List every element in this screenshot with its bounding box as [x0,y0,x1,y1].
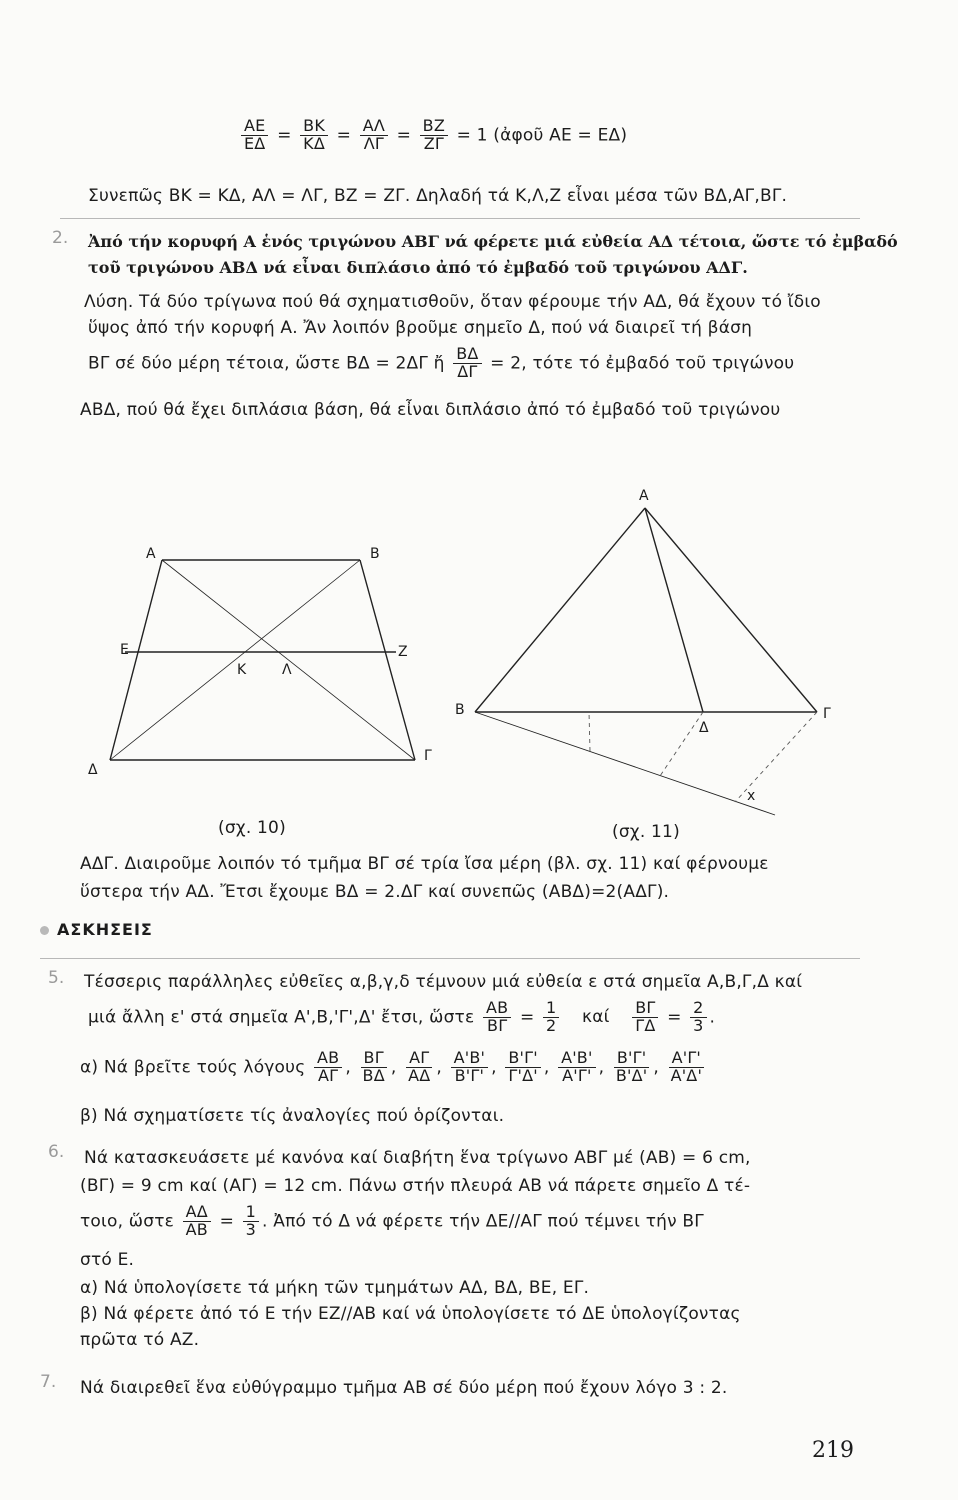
exercise-7-line1: Νά διαιρεθεῖ ἕνα εὐθύγραμμο τμῆμα ΑΒ σέ δύο μέρη πού ἔχουν λόγο 3 : 2. [80,1378,728,1398]
solution-line1: Λύση. Τά δύο τρίγωνα πού θά σχηματισθοῦν, ὅταν φέρουμε τήν ΑΔ, θά ἔχουν τό ἴδιο [84,292,821,312]
exercise-5-line1: Τέσσερις παράλληλες εὐθεῖες α,β,γ,δ τέμνουν μιά εὐθεία ε στά σημεῖα Α,Β,Γ,Δ καί [84,972,803,992]
fraction-al-lg: $\frac{A\Lambda}{\Lambda\Gamma}$ [360,118,388,153]
exercise-6-b2: πρῶτα τό ΑΖ. [80,1330,200,1350]
side-ag [645,508,817,712]
solution-line2: ὕψος ἀπό τήν κορυφή Α. Ἄν λοιπόν βροῦμε σημεῖο Δ, πού νά διαιρεῖ τή βάση [88,318,753,338]
page-number: 219 [812,1438,854,1463]
label-x: x [747,788,756,804]
fraction-1-3: $\frac{1}{3}$ [243,1204,259,1239]
label-z: Ζ [398,644,408,660]
ratio: $\frac{A'B'}{B'\Gamma'}$ [451,1050,489,1085]
label-g: Γ [424,748,432,764]
exercise-6-line4: στό Ε. [80,1250,135,1270]
fraction-ab-bg: $\frac{AB}{B\Gamma}$ [483,1000,511,1035]
figure-11-triangle [445,480,845,830]
ratio: $\frac{AB}{A\Gamma}$ [314,1050,342,1085]
exercise-5-a: α) Νά βρεῖτε τούς λόγους $\frac{AB}{A\Gamma}$ , $\frac{B\Gamma}{B\Delta}$ , $\frac{A\Gamma}{A\Delta}$ , $\frac{A'B'}{B'\Gamma'}$ , $\frac{B'\Gamma'}{\Gamma'\Delta'}$ , $\frac{A'B'}{A'\Gamma'}$ , $\frac{B'\Gamma'}{B'\Delta'}$ , $\frac{A'\Gamma'}{A'\Delta'}$ [80,1050,708,1085]
exercise-5-number: 5. [48,968,65,988]
problem-2-line1: Ἀπό τήν κορυφή Α ἑνός τριγώνου ΑΒΓ νά φέρετε μιά εὐθεία ΑΔ τέτοια, ὥστε τό ἐμβαδό [88,232,898,251]
auxiliary-ray-bx [475,712,775,815]
ratio: $\frac{A\Gamma}{A\Delta}$ [408,1048,431,1085]
diagonal-ag [162,560,415,760]
label-k: Κ [237,662,247,678]
exercise-6-b1: β) Νά φέρετε ἀπό τό Ε τήν ΕΖ//ΑΒ καί νά ὑπολογίσετε τό ΔΕ ὑπολογίζοντας [80,1304,741,1324]
dashed-parallel-1 [589,712,590,751]
exercise-5-line2: μιά ἄλλη ε' στά σημεῖα Α',Β,'Γ',Δ' ἔτσι, ὥστε $\frac{AB}{B\Gamma}$ = $\frac{1}{2}$ καί $\frac{B\Gamma}{\Gamma\Delta}$ = $\frac{2}{3}$ . [88,998,716,1035]
line-ad [645,508,703,712]
after-figure-line1: ΑΔΓ. Διαιροῦμε λοιπόν τό τμῆμα ΒΓ σέ τρία ἴσα μέρη (βλ. σχ. 11) καί φέρνουμε [80,854,769,874]
label-b: Β [455,702,465,718]
fraction-ae-ed: $\frac{AE}{E\Delta}$ [241,118,268,153]
side-bg [360,560,415,760]
after-figure-line2: ὕστερα τήν ΑΔ. Ἔτσι ἔχουμε ΒΔ = 2.ΔΓ καί συνεπῶς (ΑΒΔ)=2(ΑΔΓ). [80,882,670,902]
ratio: $\frac{B'\Gamma'}{\Gamma'\Delta'}$ [505,1050,541,1085]
dashed-parallel-2 [660,712,703,776]
ratio: $\frac{A'\Gamma'}{A'\Delta'}$ [670,1048,703,1085]
equation-tail: = 1 (ἀφοῦ ΑΕ = ΕΔ) [456,125,628,146]
problem-2-line2: τοῦ τριγώνου ΑΒΔ νά εἶναι διπλάσιο ἀπό τό ἐμβαδό τοῦ τριγώνου ΑΔΓ. [88,258,748,277]
fraction-bk-kd: $\frac{BK}{K\Delta}$ [300,118,328,153]
label-b: Β [370,546,380,562]
exercise-6-number: 6. [48,1142,65,1162]
exercise-6-line2: (ΒΓ) = 9 cm καί (ΑΓ) = 12 cm. Πάνω στήν πλευρά ΑΒ νά πάρετε σημεῖο Δ τέ- [80,1176,751,1196]
figure-10-trapezoid [80,540,460,800]
fraction-ad-ab: $\frac{A\Delta}{AB}$ [183,1204,211,1239]
exercise-7-number: 7. [40,1372,57,1392]
label-g: Γ [823,706,831,722]
label-d: Δ [699,720,709,736]
figure-10-caption: (σχ. 10) [218,818,286,838]
ratio: $\frac{B'\Gamma'}{B'\Delta'}$ [615,1048,648,1085]
label-l: Λ [282,662,292,678]
side-ab [475,508,645,712]
solution-line4: ΑΒΔ, πού θά ἔχει διπλάσια βάση, θά εἶναι διπλάσιο ἀπό τό ἐμβαδό τοῦ τριγώνου [80,400,781,420]
bullet-icon [40,926,49,935]
fraction-bg-gd: $\frac{B\Gamma}{\Gamma\Delta}$ [632,1000,658,1035]
label-d: Δ [88,762,98,778]
ratio: $\frac{B\Gamma}{B\Delta}$ [362,1048,385,1085]
label-a: Α [639,488,649,504]
label-a: Α [146,546,156,562]
side-ag [110,560,162,760]
problem-number: 2. [52,228,69,248]
exercise-5-b: β) Νά σχηματίσετε τίς ἀναλογίες πού ὁρίζονται. [80,1106,505,1126]
fraction-1-2: $\frac{1}{2}$ [543,1000,559,1035]
exercises-divider [40,958,860,959]
figure-11-caption: (σχ. 11) [612,822,680,842]
divider [60,218,860,219]
top-equation: $\frac{AE}{E\Delta}$ = $\frac{BK}{K\Delta}$ = $\frac{A\Lambda}{\Lambda\Gamma}$ = $\frac{BZ}{Z\Gamma}$ = 1 (ἀφοῦ ΑΕ = ΕΔ) [238,118,627,153]
consequence-line: Συνεπῶς ΒΚ = ΚΔ, ΑΛ = ΛΓ, ΒΖ = ΖΓ. Δηλαδή τά Κ,Λ,Ζ εἶναι μέσα τῶν ΒΔ,ΑΓ,ΒΓ. [88,186,788,206]
diagonal-bd [110,560,360,760]
ratio: $\frac{A'B'}{A'\Gamma'}$ [558,1050,596,1085]
solution-line3: ΒΓ σέ δύο μέρη τέτοια, ὥστε ΒΔ = 2ΔΓ ἤ $\frac{B\Delta}{\Delta\Gamma}$ = 2, τότε τό ἐμβαδό τοῦ τριγώνου [88,344,795,381]
label-e: Ε [120,642,129,658]
exercises-heading: ΑΣΚΗΣΕΙΣ [40,920,153,939]
exercise-6-line1: Νά κατασκευάσετε μέ κανόνα καί διαβήτη ἕνα τρίγωνο ΑΒΓ μέ (ΑΒ) = 6 cm, [84,1148,751,1168]
fraction-2-3: $\frac{2}{3}$ [690,1000,706,1035]
fraction-bd-dg: $\frac{B\Delta}{\Delta\Gamma}$ [453,346,481,381]
fraction-bz-zg: $\frac{BZ}{Z\Gamma}$ [420,118,448,153]
exercise-6-line3: τοιο, ὥστε $\frac{A\Delta}{AB}$ = $\frac{1}{3}$ . Ἀπό τό Δ νά φέρετε τήν ΔΕ//ΑΓ πού τέμνει τήν ΒΓ [80,1202,704,1239]
exercise-6-a: α) Νά ὑπολογίσετε τά μήκη τῶν τμημάτων ΑΔ, ΒΔ, ΒΕ, ΕΓ. [80,1278,590,1298]
